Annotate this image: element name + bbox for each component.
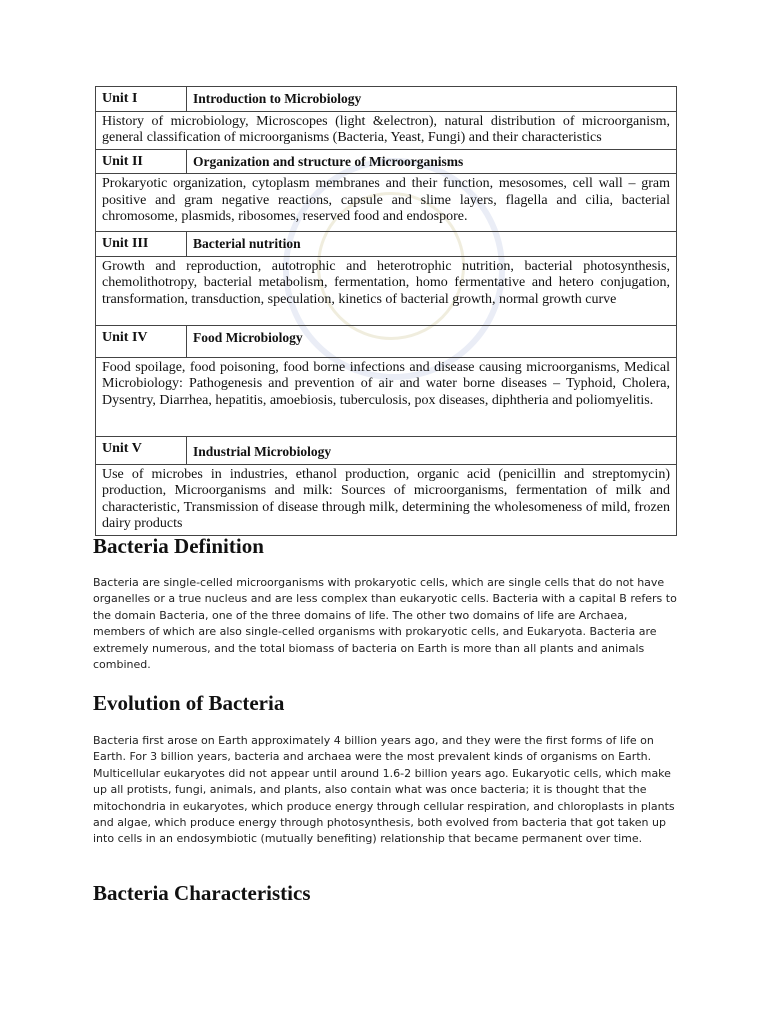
syllabus-table [95,86,677,536]
unit-header-row [96,87,677,112]
unit-title: Organization and structure of Microorganisms [187,149,677,174]
unit-label: Unit V [96,436,187,464]
unit-label: Unit IV [96,325,187,357]
unit-header-row [96,325,677,357]
unit-content-row [96,357,677,436]
unit-content: Use of microbes in industries, ethanol production, organic acid (penicillin and streptomycin) production, Microorganisms and milk: Sources of microorganisms, fermentation of milk and characteristic, Transmission of disease through milk, determining the wholesomeness of mild, frozen dairy products [96,464,677,535]
unit-header-row [96,232,677,257]
unit-title: Bacterial nutrition [187,232,677,257]
section-heading-evolution: Evolution of Bacteria [93,691,285,715]
unit-title: Introduction to Microbiology [187,87,677,112]
unit-content: History of microbiology, Microscopes (light &electron), natural distribution of microorganism, general classification of microorganisms (Bacteria, Yeast, Fungi) and their characteristics [96,111,677,149]
unit-header-row [96,436,677,464]
section-text-evolution: Bacteria first arose on Earth approximately 4 billion years ago, and they were the first forms of life on Earth. For 3 billion years, bacteria and archaea were the most prevalent kinds of organisms on Earth. Multicellular eukaryotes did not appear until around 1.6-2 billion years ago. Eukaryotic cells, which make up all protists, fungi, animals, and plants, also contain what was once bacteria; it is thought that the mitochondria in eukaryotes, which produce energy through cellular respiration, and chloroplasts in plants and algae, which produce energy through photosynthesis, both evolved from bacteria that got taken up into cells in an endosymbiotic (mutually benefiting) relationship that became permanent over time. [93,734,675,846]
section-heading-definition: Bacteria Definition [93,534,264,558]
unit-title: Industrial Microbiology [187,436,677,464]
unit-label: Unit II [96,149,187,174]
unit-title: Food Microbiology [187,325,677,357]
unit-content-row [96,256,677,325]
unit-label: Unit I [96,87,187,112]
unit-content: Growth and reproduction, autotrophic and heterotrophic nutrition, bacterial photosynthesis, chemolithotropy, bacterial metabolism, fermentation, homo fermentative and hetero conjugation, transformation, transduction, speculation, kinetics of bacterial growth, normal growth curve [96,256,677,325]
unit-content-row [96,464,677,535]
unit-content-row [96,174,677,232]
section-text-definition: Bacteria are single-celled microorganisms with prokaryotic cells, which are single cells that do not have organelles or a true nucleus and are less complex than eukaryotic cells. Bacteria with a capital B refers to the domain Bacteria, one of the three domains of life. The other two domains of life are Archaea, members of which are also single-celled organisms with prokaryotic cells, and Eukaryota. Bacteria are extremely numerous, and the total biomass of bacteria on Earth is more than all plants and animals combined. [93,576,677,672]
unit-content: Food spoilage, food poisoning, food borne infections and disease causing microorganisms, Medical Microbiology: Pathogenesis and prevention of air and water borne diseases – Typhoid, Cholera, Dysentry, Diarrhea, hepatitis, amoebiosis, tuberculosis, pox diseases, diphtheria and poliomyelitis. [96,357,677,436]
unit-content-row [96,111,677,149]
section-heading-characteristics: Bacteria Characteristics [93,881,311,905]
unit-header-row [96,149,677,174]
unit-content: Prokaryotic organization, cytoplasm membranes and their function, mesosomes, cell wall – gram positive and gram negative reactions, capsule and slime layers, flagella and cilia, bacterial chromosome, plasmids, ribosomes, reserved food and endospore. [96,174,677,232]
unit-label: Unit III [96,232,187,257]
